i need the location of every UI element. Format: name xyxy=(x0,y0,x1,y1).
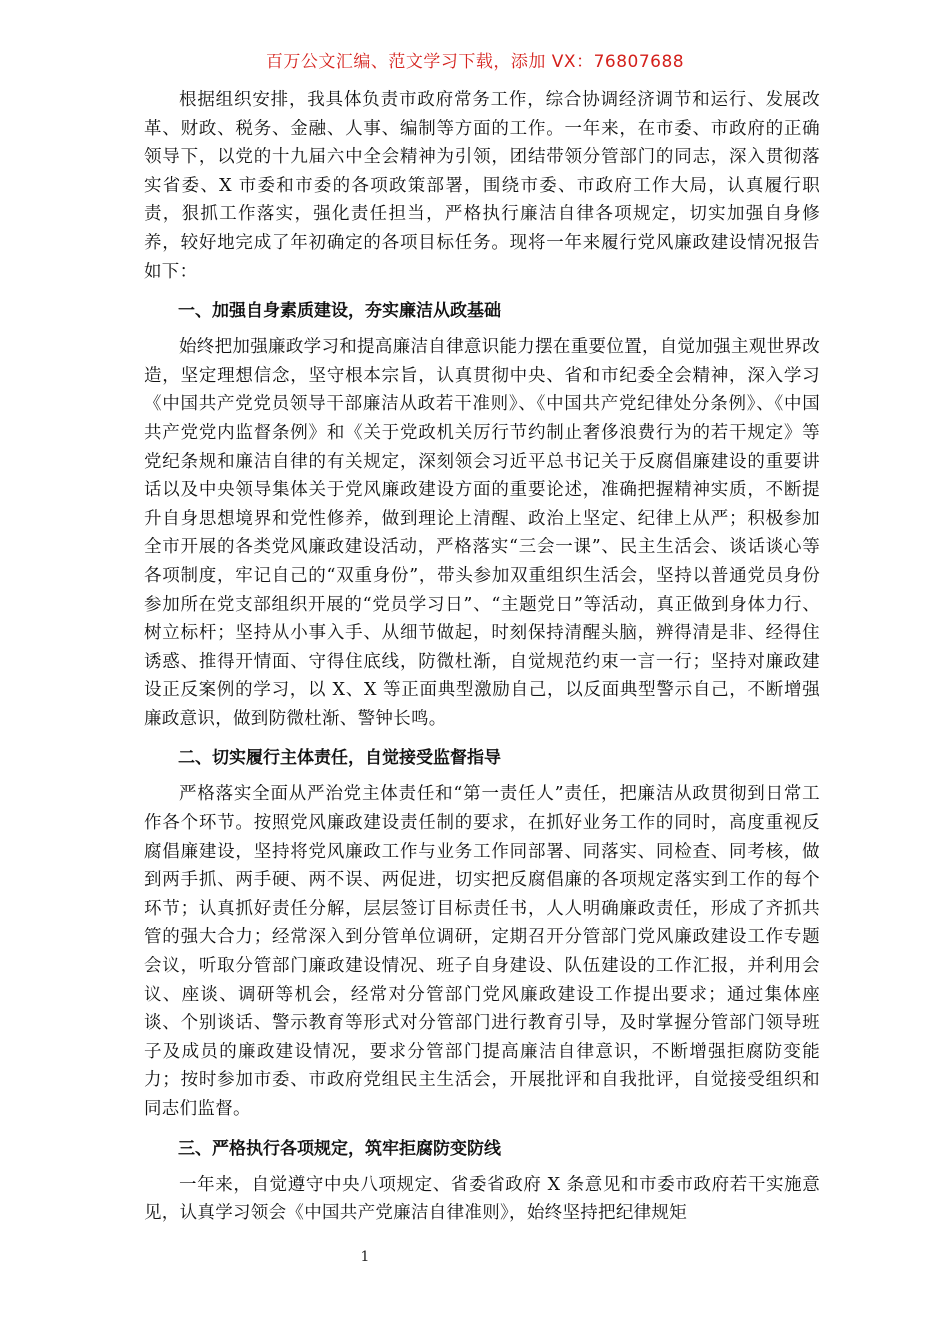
section-1-paragraph: 始终把加强廉政学习和提高廉洁自律意识能力摆在重要位置，自觉加强主观世界改造，坚定理想信念，坚守根本宗旨，认真贯彻中央、省和市纪委全会精神，深入学习《中国共产党党员领导干部廉洁从政若干准则》、《中国共产党纪律处分条例》、《中国共产党党内监督条例》和《关于党政机关厉行节约制止奢侈浪费行为的若干规定》等党纪条规和廉洁自律的有关规定，深刻领会习近平总书记关于反腐倡廉建设的重要讲话以及中央领导集体关于党风廉政建设方面的重要论述，准确把握精神实质，不断提升自身思想境界和党性修养，做到理论上清醒、政治上坚定、纪律上从严；积极参加全市开展的各类党风廉政建设活动，严格落实“三会一课”、民主生活会、谈话谈心等各项制度，牢记自己的“双重身份”，带头参加双重组织生活会，坚持以普通党员身份参加所在党支部组织开展的“党员学习日”、“主题党日”等活动，真正做到身体力行、树立标杆；坚持从小事入手、从细节做起，时刻保持清醒头脑，辨得清是非、经得住诱惑、推得开情面、守得住底线，防微杜渐，自觉规范约束一言一行；坚持对廉政建设正反案例的学习，以 X、X 等正面典型激励自己，以反面典型警示自己，不断增强廉政意识，做到防微杜渐、警钟长鸣。 xyxy=(144,337,820,729)
document-body xyxy=(144,86,820,1228)
section-2-heading: 二、切实履行主体责任，自觉接受监督指导 xyxy=(178,748,501,769)
section-3-heading: 三、严格执行各项规定，筑牢拒腐防变防线 xyxy=(178,1138,501,1159)
section-1-heading: 一、加强自身素质建设，夯实廉洁从政基础 xyxy=(178,301,501,322)
intro-paragraph: 根据组织安排，我具体负责市政府常务工作，综合协调经济调节和运行、发展改革、财政、税务、金融、人事、编制等方面的工作。一年来，在市委、市政府的正确领导下，以党的十九届六中全会精神为引领，团结带领分管部门的同志，深入贯彻落实省委、X 市委和市委的各项政策部署，围绕市委、市政府工作大局，认真履行职责，狠抓工作落实，强化责任担当，严格执行廉洁自律各项规定，切实加强自身修养，较好地完成了年初确定的各项目标任务。现将一年来履行党风廉政建设情况报告如下： xyxy=(144,90,820,282)
page-number: 1 xyxy=(360,1249,370,1265)
section-3-paragraph: 一年来，自觉遵守中央八项规定、省委省政府 X 条意见和市委市政府若干实施意见，认真学习领会《中国共产党廉洁自律准则》，始终坚持把纪律规矩 xyxy=(144,1174,820,1224)
section-2-paragraph: 严格落实全面从严治党主体责任和“第一责任人”责任，把廉洁从政贯彻到日常工作各个环节。按照党风廉政建设责任制的要求，在抓好业务工作的同时，高度重视反腐倡廉建设，坚持将党风廉政工作与业务工作同部署、同落实、同检查、同考核，做到两手抓、两手硬、两不误、两促进，切实把反腐倡廉的各项规定落实到工作的每个环节；认真抓好责任分解，层层签订目标责任书，人人明确廉政责任，形成了齐抓共管的强大合力；经常深入到分管单位调研，定期召开分管部门党风廉政建设工作专题会议，听取分管部门廉政建设情况、班子自身建设、队伍建设的工作汇报，并利用会议、座谈、调研等机会，经常对分管部门党风廉政建设工作提出要求；通过集体座谈、个别谈话、警示教育等形式对分管部门进行教育引导，及时掌握分管部门领导班子及成员的廉政建设情况，要求分管部门提高廉洁自律意识，不断增强拒腐防变能力；按时参加市委、市政府党组民主生活会，开展批评和自我批评，自觉接受组织和同志们监督。 xyxy=(144,784,820,1119)
watermark-header: 百万公文汇编、范文学习下载，添加 VX：76807688 xyxy=(265,52,685,72)
